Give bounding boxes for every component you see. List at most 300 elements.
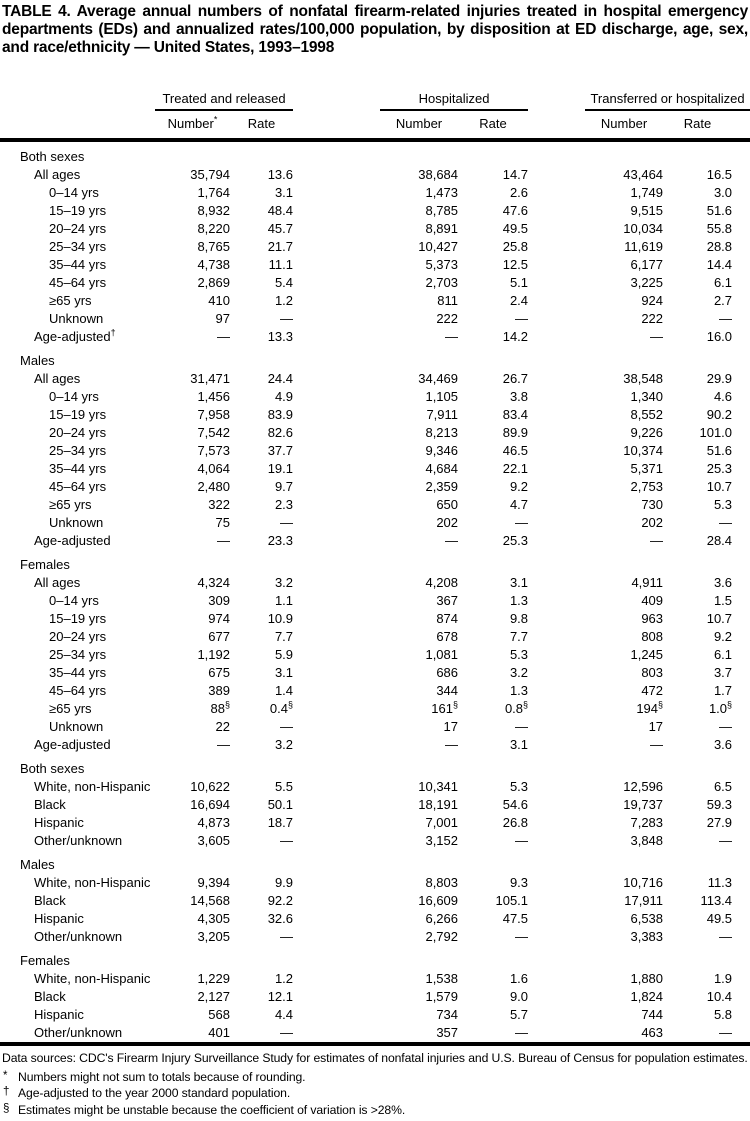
row-label: 20–24 yrs (49, 629, 107, 644)
cell-value: 3.6 (713, 737, 733, 752)
spacer (528, 370, 585, 388)
cell-value: 2,869 (197, 275, 230, 290)
row-label: 0–14 yrs (49, 593, 99, 608)
cell-value: 6.1 (713, 275, 733, 290)
column-group-hospitalized: Hospitalized (380, 64, 528, 110)
cell-value: 1.2 (274, 971, 294, 986)
spacer (732, 1024, 750, 1044)
cell-value: 344 (436, 683, 459, 698)
cell-value: — (719, 515, 733, 530)
spacer (528, 910, 585, 928)
section-header-row (0, 754, 750, 778)
cell-value: 113.4 (700, 893, 733, 908)
row-label: 20–24 yrs (49, 221, 107, 236)
column-header: Rate (479, 116, 507, 131)
cell-value: 4.6 (713, 389, 733, 404)
cell-value: 4.7 (509, 497, 529, 512)
section-header-row (0, 550, 750, 574)
cell-value: 9.2 (713, 629, 733, 644)
table-row (0, 514, 750, 532)
spacer (732, 202, 750, 220)
cell-value: 2,359 (425, 479, 459, 494)
cell-value: 16.0 (706, 329, 733, 344)
spacer (293, 310, 380, 328)
cell-value: 88§ (210, 699, 230, 716)
spacer (732, 682, 750, 700)
cell-value: 1,456 (197, 389, 230, 404)
table-row (0, 256, 750, 274)
row-label: 20–24 yrs (49, 425, 107, 440)
cell-value: 463 (641, 1025, 664, 1040)
spacer (528, 718, 585, 736)
table-row (0, 310, 750, 328)
cell-value: 2.3 (274, 497, 294, 512)
cell-value: 75 (215, 515, 230, 530)
spacer (528, 592, 585, 610)
spacer (528, 406, 585, 424)
cell-value: 811 (437, 293, 459, 308)
cell-value: 5.4 (274, 275, 294, 290)
spacer (293, 628, 380, 646)
cell-value: — (515, 833, 529, 848)
table-row (0, 682, 750, 700)
cell-value: 10.7 (706, 479, 733, 494)
spacer (528, 274, 585, 292)
cell-value: 12.5 (502, 257, 529, 272)
section-header-row (0, 346, 750, 370)
row-label: 25–34 yrs (49, 239, 107, 254)
cell-value: 17,911 (624, 893, 664, 908)
cell-value: 1,880 (630, 971, 664, 986)
spacer (528, 496, 585, 514)
cell-value: — (280, 719, 294, 734)
spacer (528, 610, 585, 628)
cell-value: — (650, 737, 664, 752)
spacer (293, 478, 380, 496)
table-body (0, 140, 750, 1044)
cell-value: 4,324 (197, 575, 230, 590)
row-label: 15–19 yrs (49, 407, 107, 422)
cell-value: — (217, 737, 230, 752)
cell-value: 1,229 (197, 971, 230, 986)
cell-value: 26.8 (502, 815, 529, 830)
cell-value: 21.7 (267, 239, 294, 254)
column-group-row (0, 64, 750, 110)
cell-value: 4,064 (197, 461, 230, 476)
cell-value: 37.7 (267, 443, 294, 458)
column-header: Rate (247, 116, 276, 131)
cell-value: 1.5 (713, 593, 733, 608)
cell-value: 309 (208, 593, 230, 608)
cell-value: 54.6 (502, 797, 529, 812)
spacer (293, 892, 380, 910)
table-row (0, 388, 750, 406)
cell-value: 5.3 (713, 497, 733, 512)
spacer (293, 292, 380, 310)
spacer (293, 442, 380, 460)
cell-value: 222 (436, 311, 459, 326)
cell-value: 744 (641, 1007, 664, 1022)
cell-value: 9,346 (425, 443, 459, 458)
cell-value: 13.6 (267, 167, 294, 182)
cell-value: 10,716 (623, 875, 664, 890)
cell-value: 4,208 (425, 575, 459, 590)
cell-value: 2,480 (197, 479, 230, 494)
footnote (2, 1086, 748, 1102)
spacer (293, 496, 380, 514)
cell-value: — (280, 929, 294, 944)
cell-value: 4,873 (197, 815, 230, 830)
spacer (732, 274, 750, 292)
cell-value: 1,105 (425, 389, 459, 404)
spacer (528, 874, 585, 892)
spacer (528, 892, 585, 910)
cell-value: 1.7 (713, 683, 733, 698)
cell-value: — (445, 329, 459, 344)
cell-value: 3.7 (713, 665, 733, 680)
table-row (0, 988, 750, 1006)
cell-value: 2.7 (713, 293, 733, 308)
table-row (0, 274, 750, 292)
cell-value: 803 (641, 665, 664, 680)
spacer (528, 442, 585, 460)
cell-value: 6.5 (713, 779, 733, 794)
spacer (732, 736, 750, 754)
cell-value: 4.9 (274, 389, 294, 404)
cell-value: 8,552 (630, 407, 664, 422)
cell-value: 3,225 (630, 275, 664, 290)
cell-value: 7,911 (426, 407, 459, 422)
row-label: Age-adjusted (34, 737, 111, 752)
spacer (528, 424, 585, 442)
row-label: All ages (34, 167, 81, 182)
table-title: TABLE 4. Average annual numbers of nonfatal firearm-related injuries treated in hospital emergency departments (EDs) and annualized rates/100,000 population, by disposition at ED discharge, age, sex, and race/ethnicity — United States, 1993–1998 (2, 3, 748, 56)
cell-value: 5,371 (630, 461, 664, 476)
row-label: 25–34 yrs (49, 443, 107, 458)
footnote (2, 1103, 748, 1119)
spacer (528, 628, 585, 646)
spacer (528, 778, 585, 796)
spacer (732, 874, 750, 892)
cell-value: 9.9 (274, 875, 294, 890)
row-label: 15–19 yrs (49, 203, 107, 218)
cell-value: — (280, 1025, 294, 1040)
cell-value: 17 (443, 719, 459, 734)
cell-value: — (719, 311, 733, 326)
column-header: Number (600, 116, 648, 131)
row-label: 0–14 yrs (49, 185, 99, 200)
cell-value: 222 (641, 311, 664, 326)
cell-value: 1.9 (713, 971, 733, 986)
row-label: Unknown (49, 515, 104, 530)
cell-value: 3.1 (509, 737, 529, 752)
cell-value: 105.1 (495, 893, 529, 908)
cell-value: 14,568 (190, 893, 230, 908)
table-row (0, 592, 750, 610)
row-label: Unknown (49, 719, 104, 734)
spacer (732, 664, 750, 682)
cell-value: 50.1 (267, 797, 294, 812)
row-label: 45–64 yrs (49, 683, 107, 698)
cell-value: 97 (215, 311, 230, 326)
spacer (293, 1024, 380, 1044)
spacer (732, 166, 750, 184)
table-row (0, 874, 750, 892)
cell-value: 9,515 (630, 203, 664, 218)
spacer (293, 700, 380, 718)
cell-value: 8,891 (425, 221, 459, 236)
spacer (732, 238, 750, 256)
cell-value: 2,703 (425, 275, 459, 290)
cell-value: 89.9 (502, 425, 529, 440)
spacer (732, 796, 750, 814)
spacer (528, 664, 585, 682)
cell-value: 26.7 (502, 371, 529, 386)
footnote-symbol: * (3, 1069, 8, 1082)
column-header: Number (395, 116, 443, 131)
spacer (293, 910, 380, 928)
cell-value: 22.1 (502, 461, 529, 476)
cell-value: — (719, 833, 733, 848)
row-label: ≥65 yrs (49, 701, 92, 716)
spacer (732, 970, 750, 988)
cell-value: 2,127 (197, 989, 230, 1004)
cell-value: — (515, 719, 529, 734)
cell-value: 389 (208, 683, 230, 698)
spacer (293, 1006, 380, 1024)
cell-value: 19,737 (623, 797, 664, 812)
cell-value: 2,753 (630, 479, 664, 494)
row-label: 25–34 yrs (49, 647, 107, 662)
cell-value: 34,469 (418, 371, 459, 386)
table-row (0, 220, 750, 238)
spacer (293, 424, 380, 442)
cell-value: 6,266 (425, 911, 459, 926)
section-header: Both sexes (20, 149, 85, 164)
cell-value: 401 (208, 1025, 230, 1040)
spacer (293, 460, 380, 478)
footnote (2, 1070, 748, 1086)
cell-value: 28.8 (706, 239, 733, 254)
cell-value: 82.6 (267, 425, 294, 440)
cell-value: 3.0 (713, 185, 733, 200)
spacer (732, 814, 750, 832)
cell-value: 7.7 (509, 629, 529, 644)
table-row (0, 970, 750, 988)
table-row (0, 532, 750, 550)
cell-value: 734 (436, 1007, 459, 1022)
cell-value: 28.4 (706, 533, 733, 548)
cell-value: 35,794 (190, 167, 230, 182)
cell-value: 3,205 (197, 929, 230, 944)
cell-value: 194§ (636, 699, 664, 716)
section-header: Both sexes (20, 761, 85, 776)
spacer (732, 718, 750, 736)
spacer (293, 796, 380, 814)
footnote-symbol: § (3, 1102, 10, 1115)
cell-value: 1,192 (197, 647, 230, 662)
spacer (293, 110, 380, 140)
cell-value: 12,596 (623, 779, 664, 794)
table-row (0, 406, 750, 424)
spacer (732, 460, 750, 478)
table-row (0, 478, 750, 496)
section-header-row (0, 946, 750, 970)
cell-value: 7.7 (274, 629, 294, 644)
spacer (293, 532, 380, 550)
table-row (0, 814, 750, 832)
spacer (732, 532, 750, 550)
cell-value: 1,824 (630, 989, 664, 1004)
table-row (0, 610, 750, 628)
data-sources-note: Data sources: CDC's Firearm Injury Surveillance Study for estimates of nonfatal injuries and U.S. Bureau of Census for population estimates. (2, 1051, 748, 1065)
cell-value: 6.1 (713, 647, 733, 662)
cell-value: — (719, 719, 733, 734)
cell-value: 25.3 (502, 533, 529, 548)
cell-value: 10.7 (706, 611, 733, 626)
cell-value: 4.4 (274, 1007, 294, 1022)
table-row (0, 700, 750, 718)
cell-value: 1,538 (425, 971, 459, 986)
cell-value: 3.2 (509, 665, 529, 680)
row-label: ≥65 yrs (49, 497, 92, 512)
spacer (732, 832, 750, 850)
spacer (732, 592, 750, 610)
cell-value: 9,394 (197, 875, 230, 890)
cell-value: 11,619 (624, 239, 664, 254)
spacer (528, 928, 585, 946)
spacer (732, 406, 750, 424)
spacer (732, 478, 750, 496)
cell-value: 51.6 (706, 443, 733, 458)
row-label: White, non-Hispanic (34, 779, 151, 794)
cell-value: 27.9 (706, 815, 733, 830)
table-row (0, 370, 750, 388)
spacer (732, 110, 750, 140)
cell-value: 10,034 (623, 221, 664, 236)
row-label: 45–64 yrs (49, 479, 107, 494)
cell-value: 10,427 (418, 239, 459, 254)
cell-value: 3.6 (713, 575, 733, 590)
cell-value: 10,622 (190, 779, 230, 794)
cell-value: — (515, 1025, 529, 1040)
cell-value: 409 (641, 593, 664, 608)
table-row (0, 442, 750, 460)
footnote-text: Estimates might be unstable because the coefficient of variation is >28%. (18, 1102, 406, 1117)
cell-value: 24.4 (267, 371, 294, 386)
spacer (293, 574, 380, 592)
cell-value: 9.3 (509, 875, 529, 890)
cell-value: 3.1 (274, 185, 294, 200)
spacer (293, 238, 380, 256)
spacer (293, 592, 380, 610)
spacer (732, 574, 750, 592)
cell-value: 9.7 (274, 479, 294, 494)
spacer (528, 832, 585, 850)
cell-value: 6,538 (630, 911, 664, 926)
cell-value: 1,245 (630, 647, 664, 662)
row-label: 35–44 yrs (49, 461, 107, 476)
cell-value: 678 (436, 629, 459, 644)
table-row (0, 664, 750, 682)
spacer (528, 238, 585, 256)
cell-value: 202 (436, 515, 459, 530)
table-row (0, 574, 750, 592)
spacer (293, 682, 380, 700)
spacer (293, 328, 380, 346)
table-row (0, 424, 750, 442)
cell-value: 3,152 (425, 833, 459, 848)
cell-value: 8,932 (197, 203, 230, 218)
cell-value: 4,911 (631, 575, 664, 590)
cell-value: 9.0 (509, 989, 529, 1004)
spacer (528, 64, 585, 110)
cell-value: 650 (436, 497, 459, 512)
table-row (0, 1024, 750, 1044)
cell-value: — (280, 515, 294, 530)
cell-value: — (280, 311, 294, 326)
column-header: Rate (683, 116, 712, 131)
cell-value: 5.8 (713, 1007, 733, 1022)
footnotes (0, 1046, 750, 1118)
spacer (528, 574, 585, 592)
cell-value: 13.3 (267, 329, 294, 344)
spacer (732, 628, 750, 646)
spacer (528, 202, 585, 220)
cell-value: 3.2 (274, 575, 294, 590)
section-header: Males (20, 857, 55, 872)
spacer (293, 778, 380, 796)
cell-value: 83.4 (502, 407, 529, 422)
cell-value: 675 (208, 665, 230, 680)
cell-value: 677 (208, 629, 230, 644)
cell-value: — (515, 929, 529, 944)
spacer (732, 646, 750, 664)
cell-value: 5.3 (509, 647, 529, 662)
table-row (0, 892, 750, 910)
row-label: All ages (34, 575, 81, 590)
column-group-treated-released: Treated and released (155, 64, 293, 110)
cell-value: 1.3 (509, 683, 529, 698)
table-row (0, 1006, 750, 1024)
cell-value: 14.7 (502, 167, 529, 182)
table-row (0, 796, 750, 814)
spacer (293, 928, 380, 946)
cell-value: 8,220 (197, 221, 230, 236)
section-header-row (0, 850, 750, 874)
cell-value: 568 (208, 1007, 230, 1022)
spacer (732, 910, 750, 928)
table-row (0, 646, 750, 664)
cell-value: 9.8 (509, 611, 529, 626)
row-label: Age-adjusted† (34, 327, 116, 344)
row-label: Other/unknown (34, 929, 123, 944)
cell-value: 1.6 (509, 971, 529, 986)
table-row (0, 238, 750, 256)
cell-value: 963 (641, 611, 664, 626)
cell-value: 202 (641, 515, 664, 530)
spacer (732, 424, 750, 442)
cell-value: 18,191 (418, 797, 459, 812)
spacer (528, 514, 585, 532)
spacer (732, 370, 750, 388)
cell-value: — (650, 329, 664, 344)
cell-value: 101.0 (699, 425, 733, 440)
column-subheader-row (0, 110, 750, 140)
spacer (528, 970, 585, 988)
cell-value: — (445, 737, 459, 752)
row-label: 0–14 yrs (49, 389, 99, 404)
